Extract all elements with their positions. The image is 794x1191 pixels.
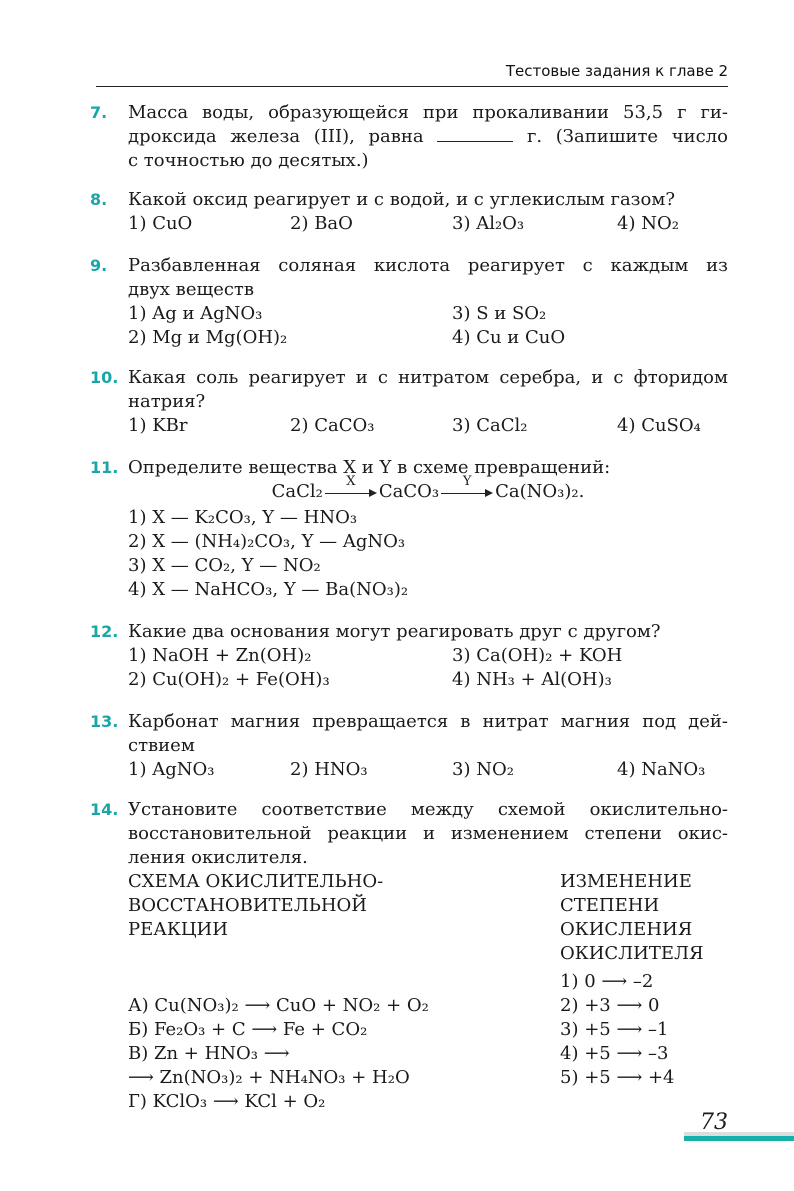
question-number: 11. <box>90 458 119 477</box>
option[interactable]: 1) NaOH + Zn(OH)₂ <box>128 645 312 666</box>
reaction-row: В) Zn + HNO₃ ⟶ <box>128 1043 290 1064</box>
question-text: Какой оксид реагирует и с водой, и с углекислым газом? <box>128 189 675 210</box>
text-part: дроксида железа (III), равна <box>128 126 424 147</box>
option[interactable]: 4) NaNO₃ <box>617 759 706 780</box>
arrow-label: X <box>346 474 356 489</box>
column-header: ОКИСЛИТЕЛЯ <box>560 943 704 964</box>
reaction-row: Г) KClO₃ ⟶ KCl + O₂ <box>128 1091 326 1112</box>
header-divider <box>96 86 728 87</box>
change-row: 1) 0 ⟶ –2 <box>560 971 654 992</box>
question-text: Масса воды, образующейся при прокаливании 53,5 г ги- <box>128 102 728 123</box>
question-number: 8. <box>90 190 108 209</box>
question-10 <box>90 366 728 438</box>
option[interactable]: 1) X — K₂CO₃, Y — HNO₃ <box>128 507 358 528</box>
question-number: 9. <box>90 256 108 275</box>
reaction-row: Б) Fe₂O₃ + C ⟶ Fe + CO₂ <box>128 1019 368 1040</box>
change-row: 3) +5 ⟶ –1 <box>560 1019 669 1040</box>
answer-blank[interactable] <box>437 127 513 142</box>
option[interactable]: 4) X — NaHCO₃, Y — Ba(NO₃)₂ <box>128 579 409 600</box>
change-row: 4) +5 ⟶ –3 <box>560 1043 669 1064</box>
column-header: ВОССТАНОВИТЕЛЬНОЙ <box>128 895 367 916</box>
substance: CaCl₂ <box>271 481 323 502</box>
option[interactable]: 2) Cu(OH)₂ + Fe(OH)₃ <box>128 669 330 690</box>
option[interactable]: 2) BaO <box>290 213 353 234</box>
column-header: ИЗМЕНЕНИЕ <box>560 871 692 892</box>
option[interactable]: 3) Al₂O₃ <box>452 213 525 234</box>
question-text <box>128 125 728 149</box>
question-text: двух веществ <box>128 279 255 300</box>
question-number: 14. <box>90 800 119 819</box>
option[interactable]: 2) CaCO₃ <box>290 415 375 436</box>
option[interactable]: 1) AgNO₃ <box>128 759 215 780</box>
arrow-icon <box>441 474 493 499</box>
text-part: г. (Запишите число <box>526 126 728 147</box>
column-header: СТЕПЕНИ <box>560 895 660 916</box>
question-text: натрия? <box>128 391 206 412</box>
right-column <box>560 870 704 1090</box>
question-text: Какая соль реагирует и с нитратом серебра, и с фторидом <box>128 367 728 388</box>
page-footer-accent <box>684 1136 794 1141</box>
question-text: восстановительной реакции и изменением степени окис- <box>128 823 728 844</box>
question-13 <box>90 710 728 782</box>
question-number: 13. <box>90 712 119 731</box>
reaction-row: А) Cu(NO₃)₂ ⟶ CuO + NO₂ + O₂ <box>128 995 429 1016</box>
question-7 <box>90 101 728 173</box>
option[interactable]: 4) NH₃ + Al(OH)₃ <box>452 669 612 690</box>
column-header: РЕАКЦИИ <box>128 919 228 940</box>
arrow-icon <box>325 474 377 499</box>
option[interactable]: 2) Mg и Mg(OH)₂ <box>128 327 288 348</box>
column-header: СХЕМА ОКИСЛИТЕЛЬНО- <box>128 871 384 892</box>
question-text: Установите соответствие между схемой окислительно- <box>128 799 728 820</box>
arrow-label: Y <box>462 474 472 489</box>
running-header: Тестовые задания к главе 2 <box>505 62 728 80</box>
question-number: 12. <box>90 622 119 641</box>
option[interactable]: 3) CaCl₂ <box>452 415 528 436</box>
option[interactable]: 3) X — CO₂, Y — NO₂ <box>128 555 321 576</box>
question-text: Определите вещества X и Y в схеме превращений: <box>128 457 611 478</box>
option[interactable]: 2) X — (NH₄)₂CO₃, Y — AgNO₃ <box>128 531 406 552</box>
question-text: Разбавленная соляная кислота реагирует с каждым из <box>128 255 728 276</box>
matching-table <box>128 870 728 1120</box>
question-text: Какие два основания могут реагировать друг с другом? <box>128 621 661 642</box>
question-number: 10. <box>90 368 119 387</box>
option[interactable]: 1) Ag и AgNO₃ <box>128 303 263 324</box>
question-number: 7. <box>90 103 108 122</box>
column-header: ОКИСЛЕНИЯ <box>560 919 693 940</box>
reaction-scheme <box>128 474 728 506</box>
page-number: 73 <box>700 1110 728 1135</box>
question-14 <box>90 798 728 1120</box>
option[interactable]: 1) CuO <box>128 213 193 234</box>
option[interactable]: 2) HNO₃ <box>290 759 368 780</box>
question-text: с точностью до десятых.) <box>128 150 369 171</box>
left-column <box>128 870 429 1114</box>
reaction-row: ⟶ Zn(NO₃)₂ + NH₄NO₃ + H₂O <box>128 1067 410 1088</box>
question-8 <box>90 188 728 236</box>
option[interactable]: 1) KBr <box>128 415 188 436</box>
change-row: 2) +3 ⟶ 0 <box>560 995 660 1016</box>
question-text: ствием <box>128 735 195 756</box>
substance: Ca(NO₃)₂. <box>495 481 585 502</box>
question-12 <box>90 620 728 692</box>
question-9 <box>90 254 728 350</box>
question-text: ления окислителя. <box>128 847 308 868</box>
change-row: 5) +5 ⟶ +4 <box>560 1067 675 1088</box>
option[interactable]: 3) NO₂ <box>452 759 514 780</box>
question-text: Карбонат магния превращается в нитрат магния под дей- <box>128 711 728 732</box>
option[interactable]: 3) S и SO₂ <box>452 303 547 324</box>
substance: CaCO₃ <box>378 481 440 502</box>
option[interactable]: 4) Cu и CuO <box>452 327 566 348</box>
question-11 <box>90 456 728 602</box>
option[interactable]: 4) NO₂ <box>617 213 679 234</box>
option[interactable]: 4) CuSO₄ <box>617 415 701 436</box>
option[interactable]: 3) Ca(OH)₂ + KOH <box>452 645 623 666</box>
